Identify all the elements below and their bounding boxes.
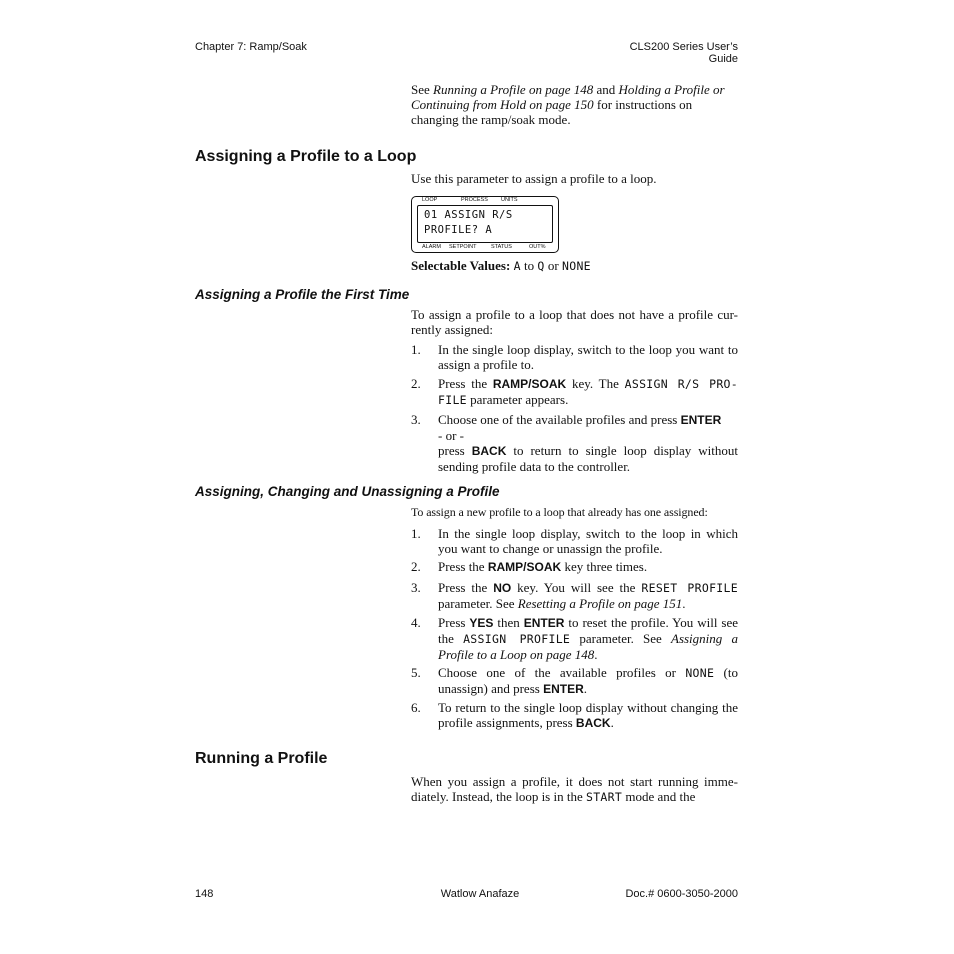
key-enter: ENTER [680,413,722,427]
lcd-label-units: UNITS [501,197,518,203]
lcd-label-out: OUT% [529,244,546,250]
lcd-label-setpoint: SETPOINT [449,244,477,250]
key-yes: YES [469,616,494,630]
intro-paragraph: See Running a Profile on page 148 and Holding a Profile or Continuing from Hold on page 150 for instructions on changing the ramp/soak mode. [411,82,725,127]
key-enter: ENTER [543,682,584,696]
list-item: 1. In the single loop display, switch to the loop you want to assign a profile to. [411,342,738,372]
list-item: 4. Press YES then ENTER to reset the profile. You will see the ASSIGN PROFILE parameter. See Assigning a Profile to a Loop on page 148. [411,615,739,662]
first-time-desc: To assign a profile to a loop that does not have a profile cur-rently assigned: [411,307,738,337]
subsection-title-first-time: Assigning a Profile the First Time [195,287,410,302]
list-item: 2. Press the RAMP/SOAK key three times. [411,559,648,574]
section-title-running: Running a Profile [195,750,328,767]
section-assigning-desc: Use this parameter to assign a profile to a loop. [411,171,657,186]
intro-ref-running: Running a Profile on page 148 [433,82,594,97]
list-item: 3. Press the NO key. You will see the RESET PROFILE parameter. See Resetting a Profile on page 151. [411,580,738,611]
list-item: 5. Choose one of the available profiles or NONE (to unassign) and press ENTER. [411,665,738,696]
lcd-label-status: STATUS [491,244,512,250]
header-guide-title: CLS200 Series User’s Guide [629,41,738,65]
list-item: 1. In the single loop display, switch to the loop in which you want to change or unassign the profile. [411,526,738,556]
header-chapter: Chapter 7: Ramp/Soak [195,41,307,53]
intro-ref-holding: Holding a Profile or Continuing from Hold on page 150 [411,82,725,112]
list-item: 3. Choose one of the available profiles and press ENTER - or - press BACK to return to single loop display without sending profile data to the controller. [411,412,738,474]
lcd-label-alarm: ALARM [422,244,441,250]
key-ramp-soak: RAMP/SOAK [487,560,562,574]
footer-doc-number: Doc.# 0600-3050-2000 [625,888,738,900]
lcd-line-1: 01 ASSIGN R/S [424,209,513,221]
key-enter: ENTER [523,616,565,630]
lcd-label-loop: LOOP [422,197,438,203]
lcd-screen [417,205,553,243]
footer-page-number: 148 [195,888,214,900]
key-back: BACK [471,444,507,458]
key-ramp-soak: RAMP/SOAK [492,377,567,391]
list-item: 6. To return to the single loop display without changing the profile assignments, press BACK. [411,700,738,730]
key-back: BACK [575,716,611,730]
changing-desc: To assign a new profile to a loop that already has one assigned: [411,505,708,519]
selectable-values: Selectable Values: A to Q or NONE [411,258,591,273]
section-title-assigning: Assigning a Profile to a Loop [195,148,417,165]
key-no: NO [493,581,512,595]
lcd-display [411,196,559,253]
lcd-label-process: PROCESS [461,197,488,203]
lcd-line-2: PROFILE? A [424,224,493,236]
list-item: 2. Press the RAMP/SOAK key. The ASSIGN R/S PRO-FILE parameter appears. [411,376,738,407]
footer-company: Watlow Anafaze [440,888,520,900]
running-paragraph: When you assign a profile, it does not start running imme-diately. Instead, the loop is in the START mode and the [411,774,738,804]
selectable-values-label: Selectable Values: [411,258,511,273]
subsection-title-changing: Assigning, Changing and Unassigning a Profile [195,484,500,499]
